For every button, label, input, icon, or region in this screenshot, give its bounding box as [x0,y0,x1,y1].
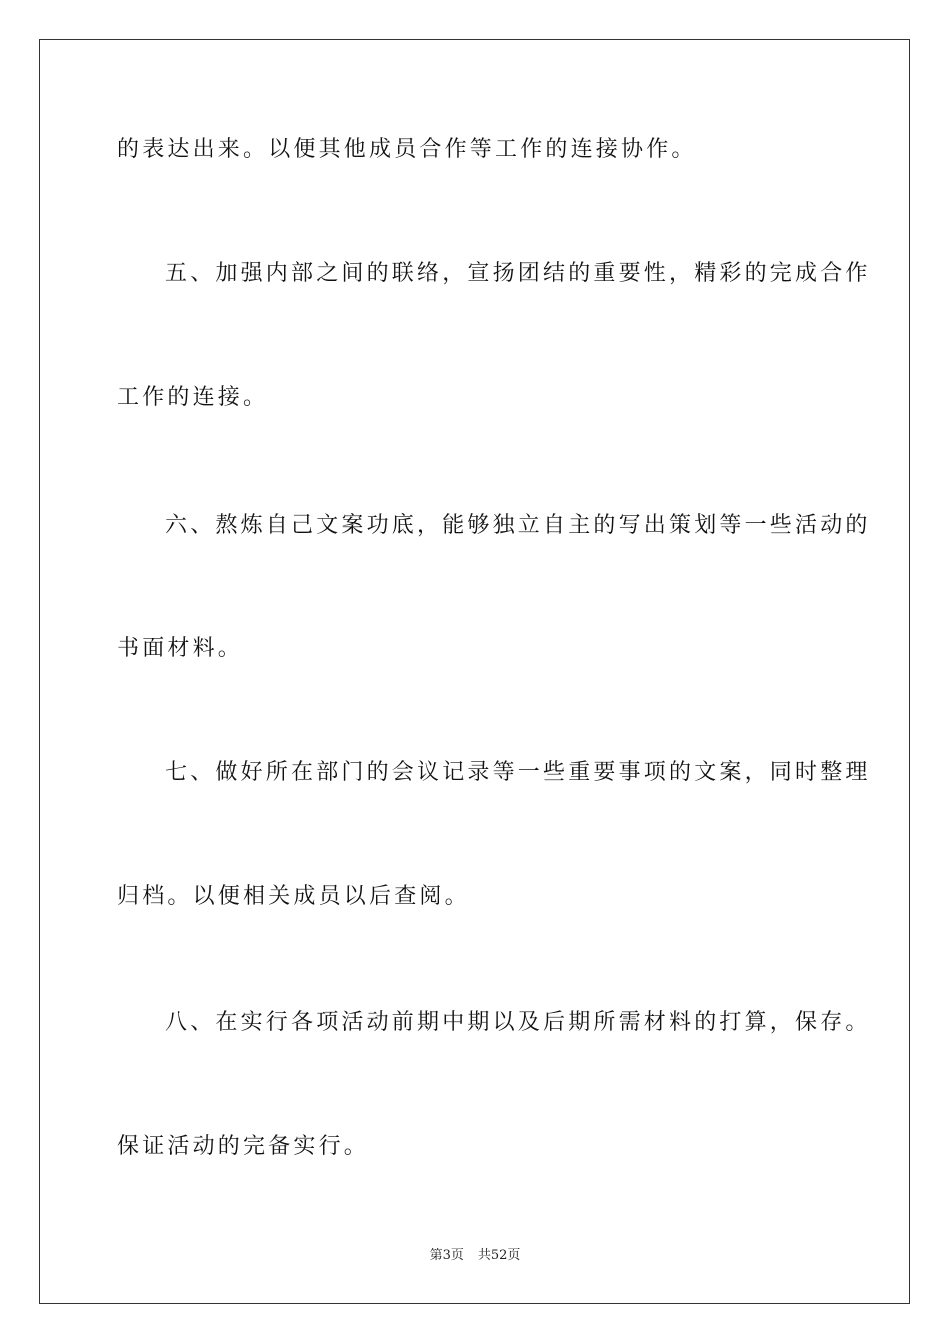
page-footer [0,1247,950,1265]
text-line: 八、在实行各项活动前期中期以及后期所需材料的打算，保存。 [165,1010,871,1035]
text-line: 归档。以便相关成员以后查阅。 [117,884,470,909]
text-line: 五、加强内部之间的联络，宣扬团结的重要性，精彩的完成合作 [165,261,871,286]
text-line: 工作的连接。 [117,385,269,410]
text-line: 保证活动的完备实行。 [117,1134,370,1159]
page-number: 第3页 [429,1248,464,1263]
text-line: 七、做好所在部门的会议记录等一些重要事项的文案，同时整理 [165,760,871,785]
text-line: 的表达出来。以便其他成员合作等工作的连接协作。 [117,137,697,162]
text-line: 六、熬炼自己文案功底，能够独立自主的写出策划等一些活动的 [165,513,871,538]
page-border [39,39,910,1304]
text-line: 书面材料。 [117,636,244,661]
total-pages: 共52页 [477,1248,521,1263]
